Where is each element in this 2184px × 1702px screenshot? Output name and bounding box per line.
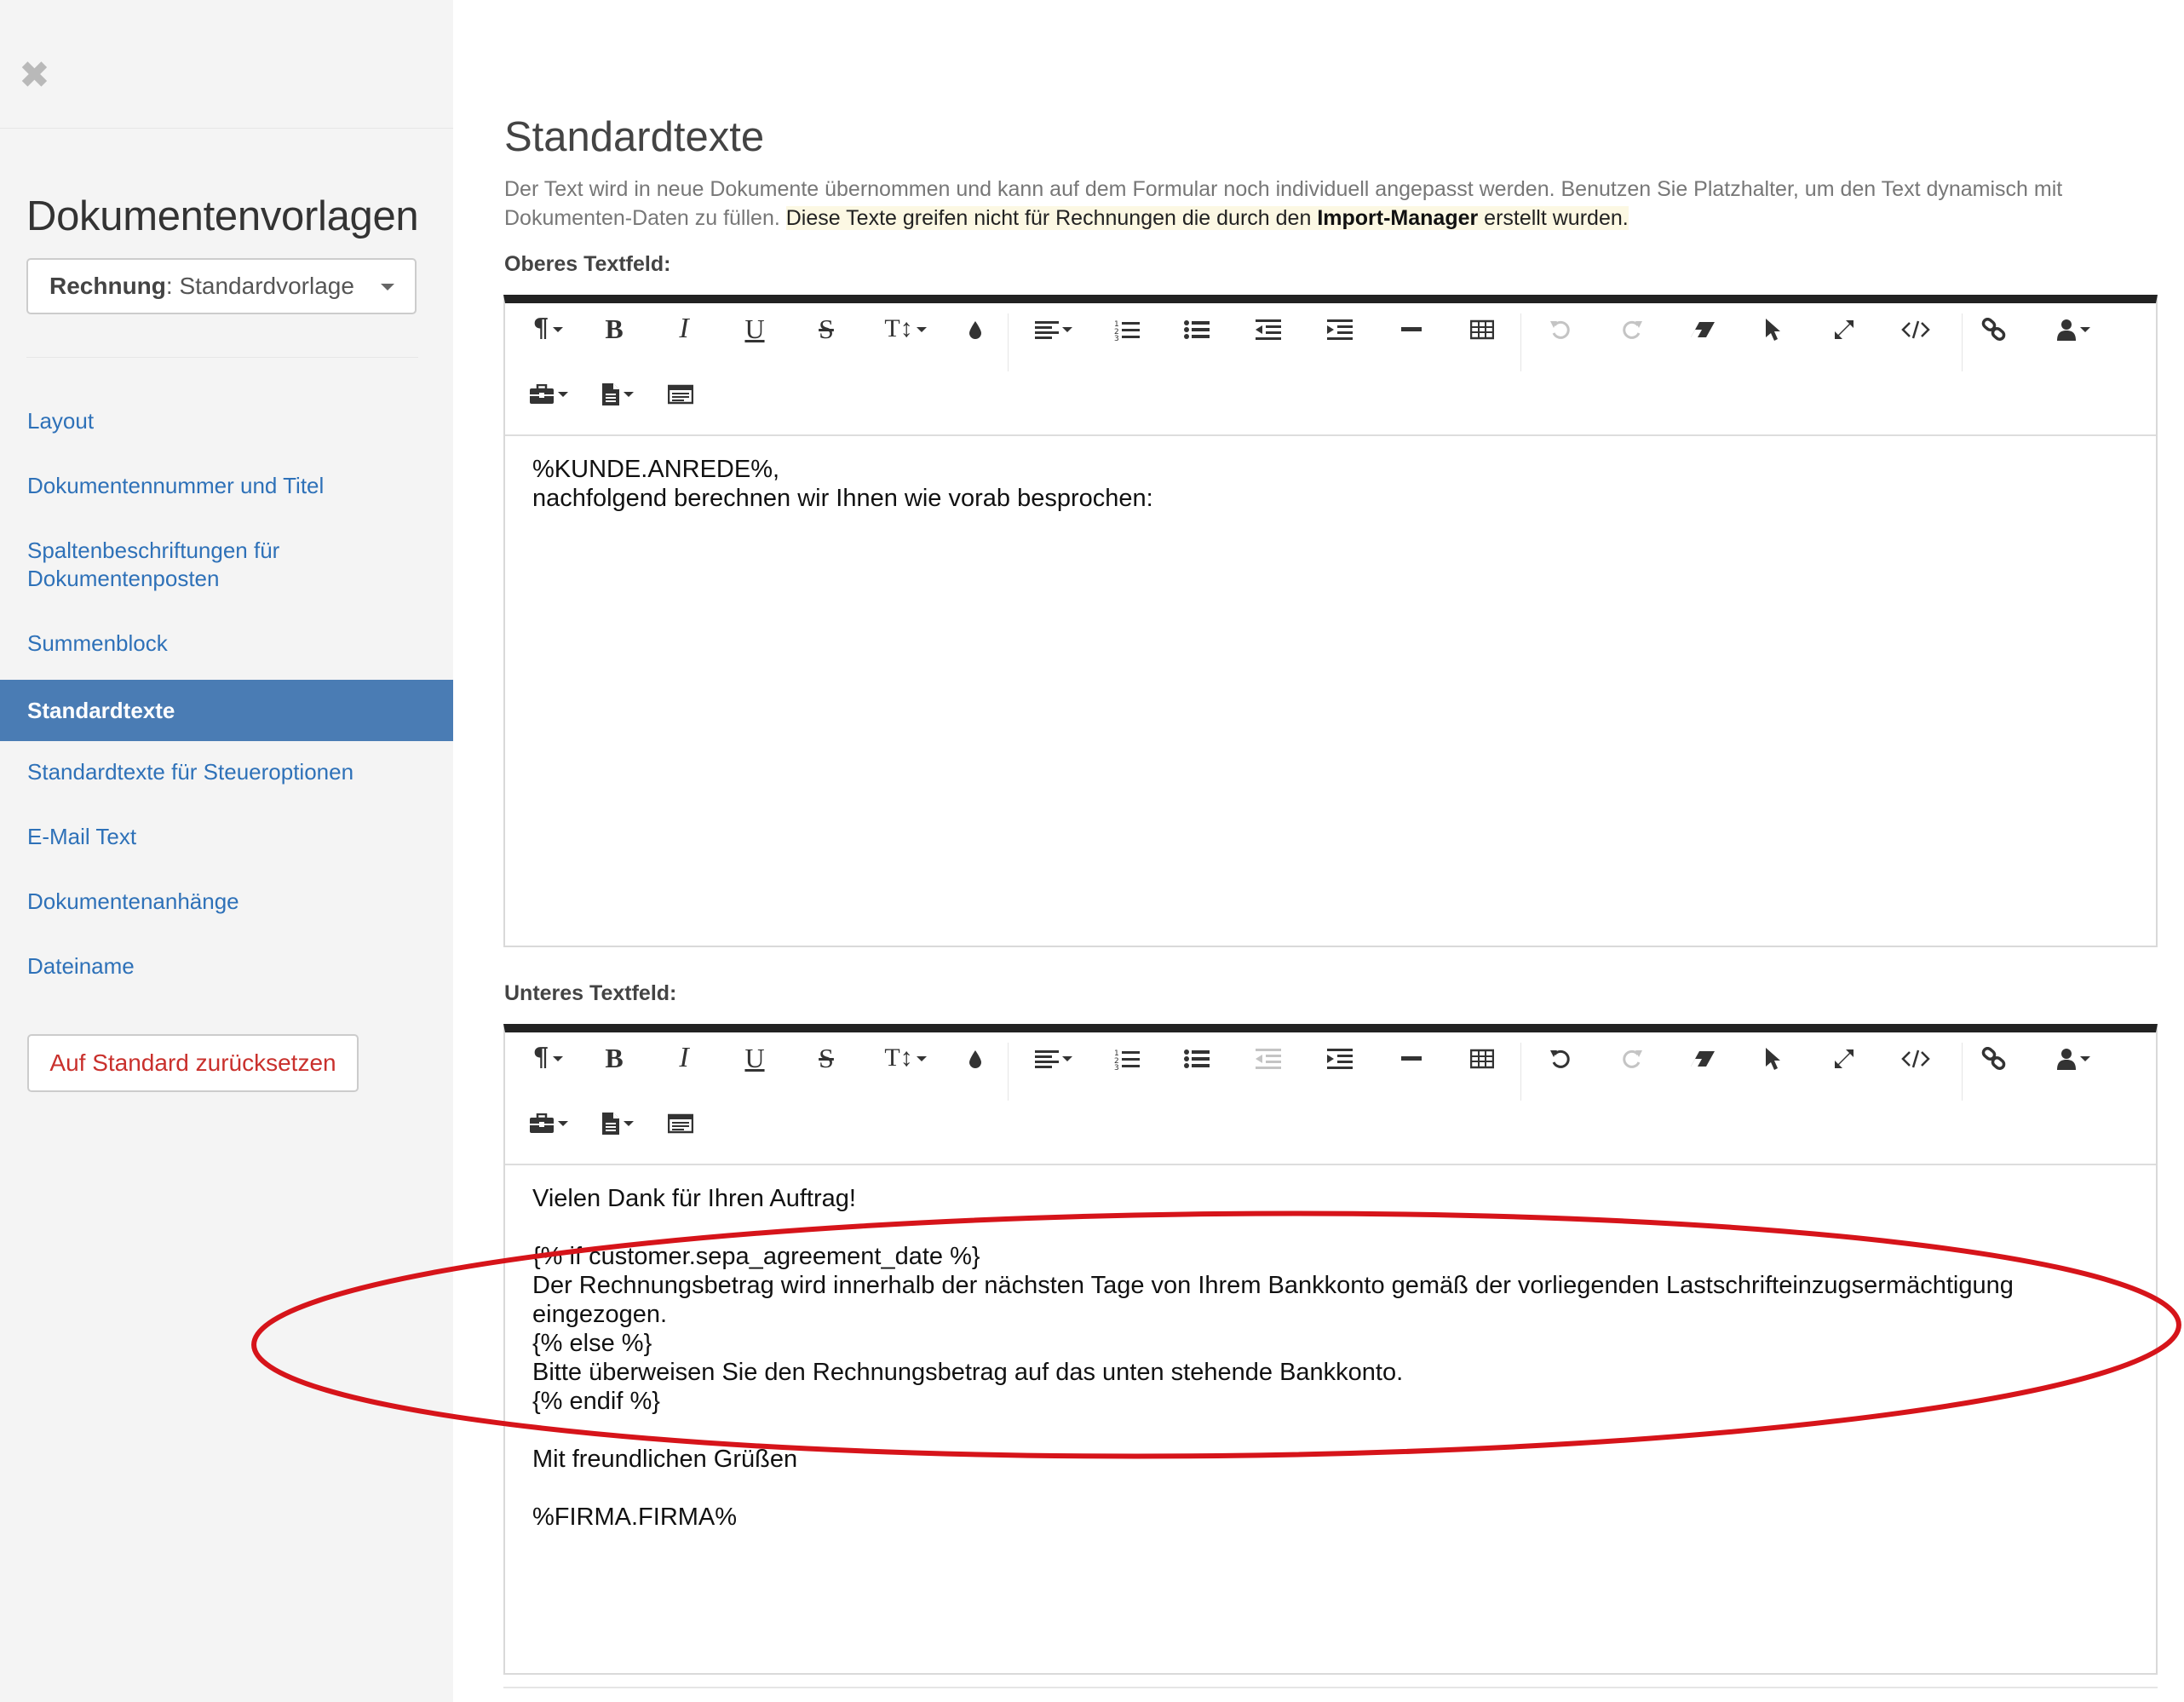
bold-glyph: B [605, 313, 624, 344]
outdent-icon[interactable] [1243, 1037, 1294, 1079]
user-placeholder-icon-glyph [2056, 319, 2077, 341]
text-color-icon[interactable] [950, 308, 1001, 350]
briefcase-icon[interactable] [519, 1101, 578, 1144]
caret-down-icon [917, 327, 927, 332]
italic-button[interactable] [658, 1037, 710, 1079]
caret-down-icon [553, 1056, 563, 1061]
strikethrough-button[interactable] [801, 1037, 852, 1079]
editor-line [532, 1474, 2129, 1503]
fullscreen-expand-icon[interactable] [1819, 308, 1870, 350]
briefcase-icon-glyph [529, 384, 555, 405]
bold-button[interactable] [589, 308, 640, 350]
unordered-list-icon-glyph [1184, 319, 1210, 340]
editor-line [532, 1416, 2129, 1445]
divider [503, 1687, 2158, 1688]
sidebar-item-dokumentennummer[interactable]: Dokumentennummer und Titel [27, 473, 325, 498]
svg-text:1: 1 [1114, 1049, 1119, 1059]
caret-down-icon [2080, 1056, 2090, 1061]
pointer-icon[interactable] [1747, 1037, 1798, 1079]
upper-textfield-label: Oberes Textfeld: [504, 252, 671, 276]
editor-line: Bitte überweisen Sie den Rechnungsbetrag auf das unten stehende Bankkonto. [532, 1359, 1404, 1386]
document-icon-glyph [601, 1112, 620, 1136]
close-icon[interactable]: ✖ [19, 55, 50, 96]
eraser-icon-glyph [1690, 320, 1716, 339]
code-view-icon[interactable] [1890, 308, 1941, 350]
toolbar-separator [1962, 1043, 1963, 1101]
align-button[interactable] [1021, 1037, 1086, 1079]
italic-glyph: I [679, 1042, 689, 1073]
user-placeholder-icon[interactable] [2043, 1037, 2103, 1079]
note-prefix: Diese Texte greifen nicht für Rechnungen die durch den [785, 206, 1312, 230]
sidebar-title: Dokumentenvorlagen [26, 193, 419, 239]
outdent-icon[interactable] [1243, 308, 1294, 350]
horizontal-rule-icon-glyph [1401, 319, 1422, 340]
paragraph-style-button[interactable] [515, 308, 580, 350]
outdent-icon-glyph [1256, 1049, 1281, 1069]
align-glyph [1035, 1049, 1059, 1069]
unordered-list-icon[interactable] [1171, 1037, 1222, 1079]
code-view-icon-glyph [1901, 1049, 1930, 1069]
toolbar-separator [1520, 313, 1521, 371]
underline-button[interactable] [729, 1037, 780, 1079]
divider [26, 357, 418, 358]
fullscreen-expand-icon[interactable] [1819, 1037, 1870, 1079]
svg-text:2: 2 [1114, 1057, 1119, 1067]
redo-icon[interactable] [1606, 1037, 1658, 1079]
sidebar-item-summenblock[interactable]: Summenblock [27, 630, 168, 656]
upper-editor-content[interactable] [505, 436, 2156, 532]
align-glyph [1035, 319, 1059, 340]
caret-down-icon [558, 392, 568, 397]
template-type-label: Rechnung [49, 273, 166, 299]
sidebar [0, 0, 453, 1702]
align-button[interactable] [1021, 308, 1086, 350]
unordered-list-icon[interactable] [1171, 308, 1222, 350]
template-select-value: : Standardvorlage [165, 273, 354, 299]
indent-icon-glyph [1327, 1049, 1353, 1069]
caret-down-icon [558, 1121, 568, 1126]
page-title: Standardtexte [504, 114, 765, 160]
link-icon[interactable] [1968, 308, 2020, 350]
editor-line: nachfolgend berechnen wir Ihnen wie vorab besprochen: [532, 485, 1153, 512]
fontsize-button[interactable] [870, 1037, 941, 1079]
text-color-icon-glyph [968, 319, 983, 340]
editor-line: %FIRMA.FIRMA% [532, 1504, 738, 1531]
document-icon[interactable] [590, 372, 645, 415]
undo-icon-glyph [1549, 319, 1572, 341]
link-icon-glyph [1981, 318, 2007, 342]
pointer-icon-glyph [1763, 1047, 1782, 1071]
svg-text:3: 3 [1114, 335, 1119, 342]
reset-to-default-button[interactable]: Auf Standard zurücksetzen [27, 1034, 359, 1092]
editor-line: {% endif %} [532, 1388, 660, 1415]
fullscreen-expand-icon-glyph [1833, 1048, 1855, 1070]
document-icon-glyph [601, 382, 620, 406]
template-select[interactable] [26, 258, 417, 314]
eraser-icon[interactable] [1677, 1037, 1728, 1079]
paragraph-style-button[interactable] [515, 1037, 580, 1079]
undo-icon[interactable] [1535, 1037, 1586, 1079]
italic-glyph: I [679, 313, 689, 344]
outdent-icon-glyph [1256, 319, 1281, 340]
redo-icon-glyph [1621, 1048, 1643, 1070]
document-icon[interactable] [590, 1101, 645, 1144]
redo-icon-glyph [1621, 319, 1643, 341]
horizontal-rule-icon[interactable] [1386, 1037, 1437, 1079]
caret-down-icon [917, 1056, 927, 1061]
indent-icon[interactable] [1314, 308, 1365, 350]
template-icon[interactable] [655, 372, 706, 415]
import-manager-note [786, 206, 1629, 230]
template-icon[interactable] [655, 1101, 706, 1144]
horizontal-rule-icon-glyph [1401, 1049, 1422, 1069]
toolbar-separator [1962, 313, 1963, 371]
pointer-icon-glyph [1763, 318, 1782, 342]
table-icon-glyph [1470, 319, 1494, 340]
template-icon-glyph [668, 1113, 693, 1134]
user-placeholder-icon[interactable] [2043, 308, 2103, 350]
lower-editor-content[interactable] [505, 1165, 2156, 1550]
eraser-icon[interactable] [1677, 308, 1728, 350]
indent-icon[interactable] [1314, 1037, 1365, 1079]
sidebar-item-spaltenbeschriftungen[interactable]: Spaltenbeschriftungen für Dokumentenposten [27, 538, 280, 591]
sidebar-item-email-text[interactable]: E-Mail Text [27, 824, 137, 849]
editor-line: {% if customer.sepa_agreement_date %} [532, 1243, 980, 1270]
sidebar-item-steueroptionen[interactable]: Standardtexte für Steueroptionen [27, 759, 354, 785]
ordered-list-icon[interactable] [1101, 1037, 1152, 1079]
sidebar-item-dateiname[interactable]: Dateiname [27, 953, 135, 979]
user-placeholder-icon-glyph [2056, 1048, 2077, 1070]
editor-toolbar [505, 1032, 2156, 1165]
editor-line: {% else %} [532, 1330, 652, 1357]
toolbar-separator [1008, 313, 1009, 371]
text-color-icon-glyph [968, 1049, 983, 1069]
caret-down-icon [624, 1121, 634, 1126]
svg-text:2: 2 [1114, 328, 1119, 337]
sidebar-item-dokumentenanhaenge[interactable]: Dokumentenanhänge [27, 888, 239, 914]
editor-line: Der Rechnungsbetrag wird innerhalb der nächsten Tage von Ihrem Bankkonto gemäß der vorliegenden Lastschrifteinzugsermächtigung eingezogen. [532, 1272, 2014, 1328]
table-icon-glyph [1470, 1049, 1494, 1069]
fontsize-button[interactable] [870, 308, 941, 350]
text-color-icon[interactable] [950, 1037, 1001, 1079]
bold-glyph: B [605, 1043, 624, 1073]
editor-line: Mit freundlichen Grüßen [532, 1446, 798, 1473]
editor-toolbar [505, 303, 2156, 436]
ordered-list-icon[interactable] [1101, 308, 1152, 350]
note-bold: Import-Manager [1317, 206, 1479, 230]
table-icon[interactable] [1457, 1037, 1508, 1079]
strikethrough-glyph: S [819, 1043, 834, 1073]
note-suffix: erstellt wurden. [1484, 206, 1629, 230]
redo-icon[interactable] [1606, 308, 1658, 350]
underline-button[interactable] [729, 308, 780, 350]
caret-down-icon [553, 327, 563, 332]
editor-line [532, 1213, 2129, 1242]
undo-icon[interactable] [1535, 308, 1586, 350]
template-icon-glyph [668, 384, 693, 405]
briefcase-icon-glyph [529, 1113, 555, 1134]
upper-text-editor [503, 295, 2158, 947]
code-view-icon-glyph [1901, 319, 1930, 340]
caret-down-icon [1062, 327, 1072, 332]
caret-down-icon [1062, 1056, 1072, 1061]
paragraph-style-glyph: ¶ [532, 313, 549, 343]
code-view-icon[interactable] [1890, 1037, 1941, 1079]
fullscreen-expand-icon-glyph [1833, 319, 1855, 341]
sidebar-item-standardtexte[interactable]: Standardtexte [0, 680, 453, 741]
lower-textfield-label: Unteres Textfeld: [504, 981, 677, 1005]
caret-down-icon [624, 392, 634, 397]
toolbar-separator [1008, 1043, 1009, 1101]
briefcase-icon[interactable] [519, 372, 578, 415]
link-icon[interactable] [1968, 1037, 2020, 1079]
page-description [504, 175, 2148, 233]
divider [0, 128, 453, 129]
toolbar-separator [1520, 1043, 1521, 1101]
editor-line: Vielen Dank für Ihren Auftrag! [532, 1185, 856, 1212]
fontsize-glyph: T↕ [884, 1044, 913, 1072]
eraser-icon-glyph [1690, 1049, 1716, 1068]
horizontal-rule-icon[interactable] [1386, 308, 1437, 350]
lower-text-editor [503, 1024, 2158, 1675]
table-icon[interactable] [1457, 308, 1508, 350]
ordered-list-icon-glyph [1114, 1048, 1140, 1070]
undo-icon-glyph [1549, 1048, 1572, 1070]
strikethrough-glyph: S [819, 313, 834, 344]
caret-down-icon [2080, 327, 2090, 332]
strikethrough-button[interactable] [801, 308, 852, 350]
italic-button[interactable] [658, 308, 710, 350]
underline-glyph: U [744, 313, 765, 344]
pointer-icon[interactable] [1747, 308, 1798, 350]
bold-button[interactable] [589, 1037, 640, 1079]
sidebar-item-layout[interactable]: Layout [27, 408, 95, 434]
editor-line: %KUNDE.ANREDE%, [532, 456, 780, 483]
indent-icon-glyph [1327, 319, 1353, 340]
paragraph-style-glyph: ¶ [532, 1043, 549, 1072]
chevron-down-icon [381, 284, 394, 290]
ordered-list-icon-glyph [1114, 319, 1140, 341]
underline-glyph: U [744, 1043, 765, 1073]
unordered-list-icon-glyph [1184, 1049, 1210, 1069]
fontsize-glyph: T↕ [884, 314, 913, 342]
link-icon-glyph [1981, 1047, 2007, 1071]
svg-text:1: 1 [1114, 320, 1119, 330]
description-text: Der Text wird in neue Dokumente übernommen und kann auf dem Formular noch individuell angepasst werden. Benutzen Sie Platzhalter, um den Text dynamisch mit Dokumenten-Daten zu füllen. [504, 177, 2063, 230]
svg-text:3: 3 [1114, 1064, 1119, 1071]
